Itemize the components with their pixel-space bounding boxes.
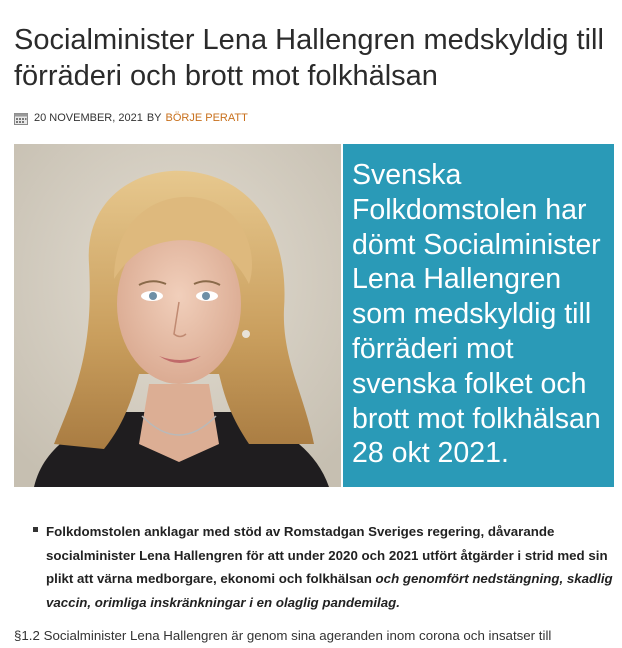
post-by-label: BY bbox=[146, 112, 162, 124]
author-link[interactable]: BÖRJE PERATT bbox=[165, 112, 248, 124]
post-meta bbox=[14, 111, 248, 125]
post-date: 20 NOVEMBER, 2021 bbox=[34, 112, 143, 124]
portrait-photo bbox=[14, 144, 341, 487]
bullet-text-italic: och genomfört nedstängning, skadlig vaccin, orimliga inskränkningar i en olaglig pandemilag. bbox=[46, 571, 613, 610]
banner-divider bbox=[341, 144, 343, 487]
banner-text-panel bbox=[343, 144, 614, 487]
portrait-illustration bbox=[14, 144, 341, 487]
featured-image bbox=[14, 144, 614, 487]
bullet-marker bbox=[33, 527, 38, 532]
banner-text: Svenska Folkdomstolen har dömt Socialminister Lena Hallengren som medskyldig till förräderi mot svenska folket och brott mot folkhälsan 28 okt 2021. bbox=[352, 159, 601, 470]
bullet-text bbox=[46, 520, 613, 614]
calendar-icon bbox=[14, 112, 28, 125]
list-item bbox=[33, 520, 613, 614]
article-paragraph: §1.2 Socialminister Lena Hallengren är genom sina ageranden inom corona och insatser till bbox=[14, 628, 552, 643]
bullet-text-plain: Folkdomstolen anklagar med stöd av Romstadgan Sveriges regering, dåvarande socialminister Lena Hallengren för att under 2020 och 2021 utfört åtgärder i strid med sin plikt att värna medborgare, ekonomi och folkhälsan bbox=[46, 524, 608, 586]
article-title: Socialminister Lena Hallengren medskyldig till förräderi och brott mot folkhälsan bbox=[14, 24, 604, 92]
